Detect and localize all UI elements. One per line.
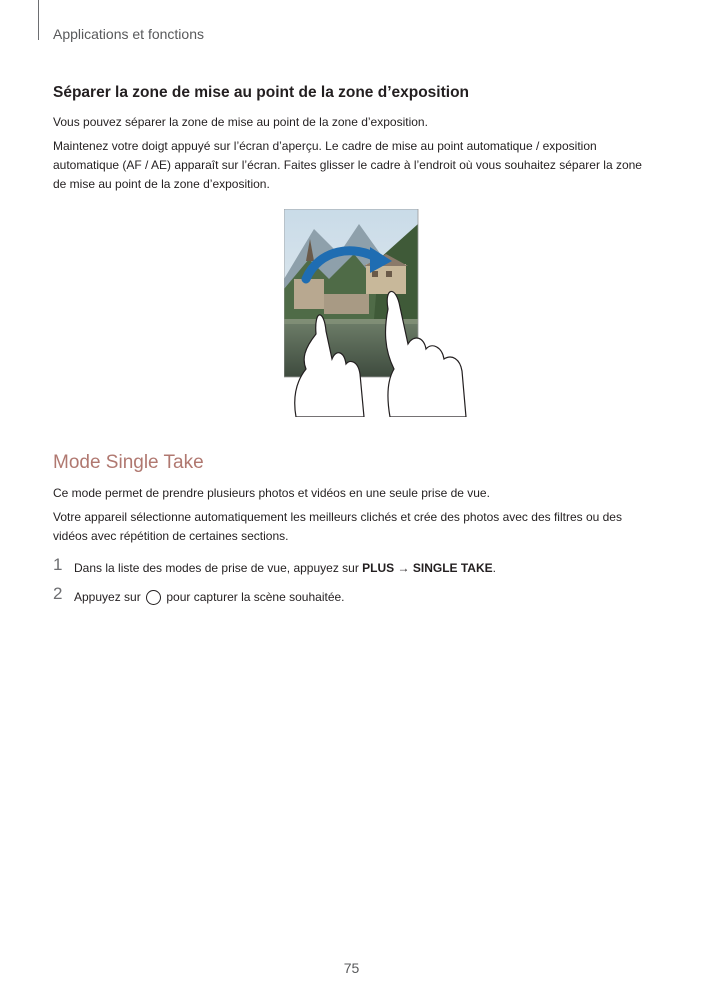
single-take-title: Mode Single Take	[53, 452, 204, 473]
right-hand-icon	[386, 291, 466, 417]
step-text: Dans la liste des modes de prise de vue, appuyez sur PLUS → SINGLE TAKE.	[74, 561, 496, 575]
page-number: 75	[343, 960, 360, 976]
single-take-label: SINGLE TAKE	[412, 561, 493, 575]
step-text: Appuyez sur pour capturer la scène souhaitée.	[74, 590, 345, 604]
single-take-paragraph-2: Votre appareil sélectionne automatiquement les meilleurs clichés et crée des photos avec des filtres ou des vidéos avec répétition de certaines sections.	[53, 510, 622, 543]
section-header: Applications et fonctions	[53, 26, 204, 42]
page-side-rule	[38, 0, 39, 40]
step-number: 1	[53, 555, 63, 574]
focus-paragraph-1: Vous pouvez séparer la zone de mise au point de la zone d’exposition.	[53, 115, 428, 129]
focus-section-title: Séparer la zone de mise au point de la zone d’exposition	[53, 84, 470, 101]
shutter-button-icon	[146, 590, 161, 605]
focus-paragraph-2: Maintenez votre doigt appuyé sur l’écran d’aperçu. Le cadre de mise au point automatique / exposition automatique (AF / AE) apparaît sur l’écran. Faites glisser le cadre à l’endroit où vous souhaitez séparer la zone de mise au point de la zone d’exposition.	[53, 139, 642, 191]
step-number: 2	[53, 584, 63, 603]
focus-exposure-illustration	[284, 209, 470, 417]
plus-label: PLUS	[362, 561, 395, 575]
single-take-paragraph-1: Ce mode permet de prendre plusieurs photos et vidéos en une seule prise de vue.	[53, 486, 490, 500]
